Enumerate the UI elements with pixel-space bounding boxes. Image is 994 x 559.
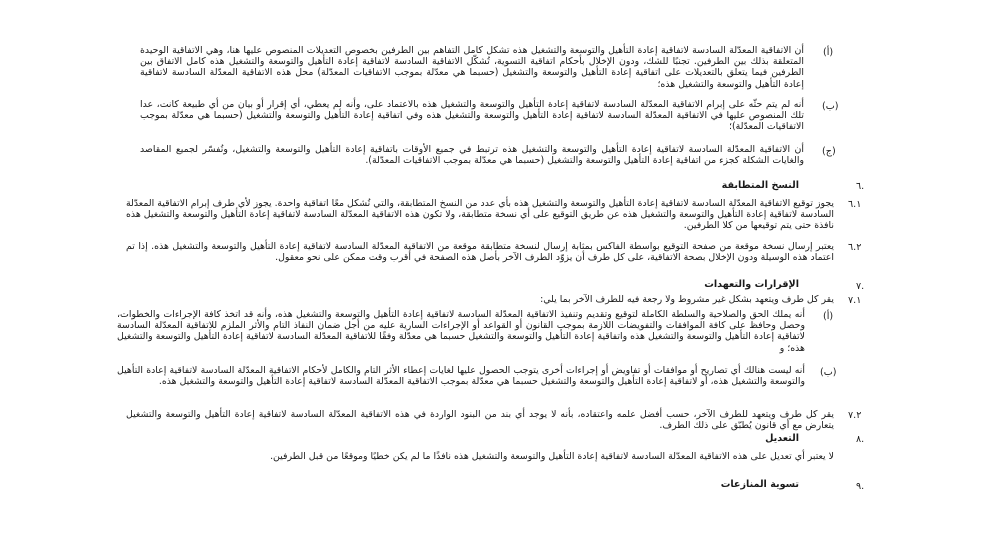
clause-7-1-number: ٧.١ bbox=[848, 295, 862, 306]
item-alef-paragraph: أن الاتفاقية المعدّلة السادسة لاتفاقية إعادة التأهيل والتوسعة والتشغيل هذه تشكل كامل التفاهم بين الطرفين بخصوص التعديلات المنصوص عليها هنا، وهي الاتفاقية الوحيدة المتعلقة بذلك بين الطرفين. تجنبًا للشك، ودون الإخلال بأحكام اتفاقية التسوية، تُشكّل الاتفاقية السادسة لاتفاقية إعادة التأهيل والتوسعة والتشغيل هذه كامل الاتفاق بين الطرفين فيما يتعلق بالتعديلات على اتفاقية إعادة التأهيل والتوسعة والتشغيل (حسبما هي معدّلة بموجب الاتفاقيات المعدّلة) محل هذه الاتفاقية المعدّلة السادسة لاتفاقية إعادة التأهيل والتوسعة والتشغيل هذه؛ bbox=[140, 45, 804, 90]
item-marker-alef: (أ) bbox=[823, 47, 834, 58]
section-6-number: ٦. bbox=[856, 181, 865, 192]
clause-6-1-paragraph: يجوز توقيع الاتفاقية المعدّلة السادسة لاتفاقية إعادة التأهيل والتوسعة والتشغيل هذه بأي عدد من النسخ المتطابقة، والتي تُشكل معًا اتفاقية واحدة. يجوز لأي طرف إبرام الاتفاقية المعدّلة السادسة لاتفاقية إعادة التأهيل والتوسعة والتشغيل هذه عن طريق التوقيع على أي نسخة متطابقة، ولا تكون هذه الاتفاقية المعدّلة السادسة لاتفاقية إعادة التأهيل والتوسعة والتشغيل هذه نافذة حتى يتم توقيعها من كلا الطرفين. bbox=[126, 198, 834, 232]
section-8-paragraph: لا يعتبر أي تعديل على هذه الاتفاقية المعدّلة السادسة لاتفاقية إعادة التأهيل والتوسعة والتشغيل هذه نافذًا ما لم يكن خطيًا وموقعًا من قبل الطرفين. bbox=[270, 451, 834, 462]
item-ba-paragraph: أنه لم يتم حثّه على إبرام الاتفاقية المعدّلة السادسة لاتفاقية إعادة التأهيل والتوسعة والتشغيل هذه بالاعتماد على، وأنه لم يعطي، أي إقرار أو بيان من أي طبيعة كانت، عدا تلك المنصوص عليها في الاتفاقية المعدّلة السادسة لاتفاقية إعادة التأهيل والتوسعة والتشغيل هذه وفي اتفاقية إعادة التأهيل والتوسعة والتشغيل (حسبما هي معدّلة بموجب الاتفاقيات المعدّلة)؛ bbox=[140, 99, 804, 133]
clause-7-1-a-paragraph: أنه يملك الحق والصلاحية والسلطة الكاملة لتوقيع وتقديم وتنفيذ الاتفاقية المعدّلة السادسة لاتفاقية إعادة التأهيل والتوسعة والتشغيل هذه، وأنه قد اتخذ كافة الإجراءات والخطوات، وحصل وحافظ على كافة الموافقات والتفويضات اللازمة بموجب القانون أو القواعد أو الإجراءات السارية عليه من أجل ضمان النفاذ التام والأثر الملزم للاتفاقية المعدّلة السادسة لاتفاقية إعادة التأهيل والتوسعة والتشغيل هذه واتفاقية إعادة التأهيل والتوسعة والتشغيل حسبما هي معدّلة وفقًا للاتفاقية المعدّلة السادسة لاتفاقية إعادة التأهيل والتوسعة والتشغيل هذه؛ و bbox=[117, 309, 805, 354]
clause-6-2-number: ٦.٢ bbox=[848, 242, 862, 253]
clause-7-1-b-marker: (ب) bbox=[820, 367, 837, 378]
clause-7-1-paragraph: يقر كل طرف ويتعهد بشكل غير مشروط ولا رجعة فيه للطرف الآخر بما يلي: bbox=[540, 294, 834, 305]
section-6-heading: النسخ المتطابقة bbox=[721, 180, 799, 191]
section-9-heading: تسوية المنازعات bbox=[720, 479, 799, 490]
clause-6-2-paragraph: يعتبر إرسال نسخة موقعة من صفحة التوقيع بواسطة الفاكس بمثابة إرسال لنسخة متطابقة موقعة من الاتفاقية المعدّلة السادسة لاتفاقية إعادة التأهيل والتوسعة والتشغيل هذه. إذا تم اعتماد هذه الوسيلة ودون الإخلال بصحة الاتفاقية، على كل طرف أن يزوّد الطرف الآخر بأصل هذه الصفحة في أقرب وقت ممكن على نحو معقول. bbox=[126, 241, 834, 264]
section-9-number: ٩. bbox=[856, 481, 865, 492]
clause-7-1-b-paragraph: أنه ليست هنالك أي تصاريح أو موافقات أو تفاويض أو إجراءات أخرى يتوجب الحصول عليها لغايات إعطاء الأثر التام والكامل لأحكام الاتفاقية المعدّلة السادسة لاتفاقية إعادة التأهيل والتوسعة والتشغيل هذه، أو لاتفاقية إعادة التأهيل والتوسعة والتشغيل حسبما هي معدّلة بموجب الاتفاقية المعدّلة السادسة لاتفاقية إعادة التأهيل والتوسعة والتشغيل هذه. bbox=[117, 365, 805, 388]
section-7-number: ٧. bbox=[856, 281, 865, 292]
clause-7-2-paragraph: يقر كل طرف ويتعهد للطرف الآخر، حسب أفضل علمه واعتقاده، بأنه لا يوجد أي بند من البنود الواردة في هذه الاتفاقية المعدّلة السادسة لاتفاقية إعادة التأهيل والتوسعة والتشغيل يتعارض مع أي قانون يُطبّق على ذلك الطرف. bbox=[126, 409, 834, 432]
item-jim-paragraph: أن الاتفاقية المعدّلة السادسة لاتفاقية إعادة التأهيل والتوسعة والتشغيل هذه ترتبط في جميع الأوقات باتفاقية إعادة التأهيل والتوسعة والتشغيل، وتُفسّر لجميع المقاصد والغايات الشكلة كجزء من اتفاقية إعادة التأهيل والتوسعة والتشغيل (حسبما هي معدّلة بموجب الاتفاقيات المعدّلة). bbox=[140, 144, 804, 167]
clause-7-1-a-marker: (أ) bbox=[823, 311, 834, 322]
item-marker-jim: (ج) bbox=[822, 146, 836, 157]
section-8-number: ٨. bbox=[856, 434, 865, 445]
clause-6-1-number: ٦.١ bbox=[848, 199, 862, 210]
section-7-heading: الإقرارات والتعهدات bbox=[704, 279, 799, 290]
clause-7-2-number: ٧.٢ bbox=[848, 410, 862, 421]
section-8-heading: التعديل bbox=[765, 433, 799, 444]
item-marker-ba: (ب) bbox=[822, 101, 839, 112]
